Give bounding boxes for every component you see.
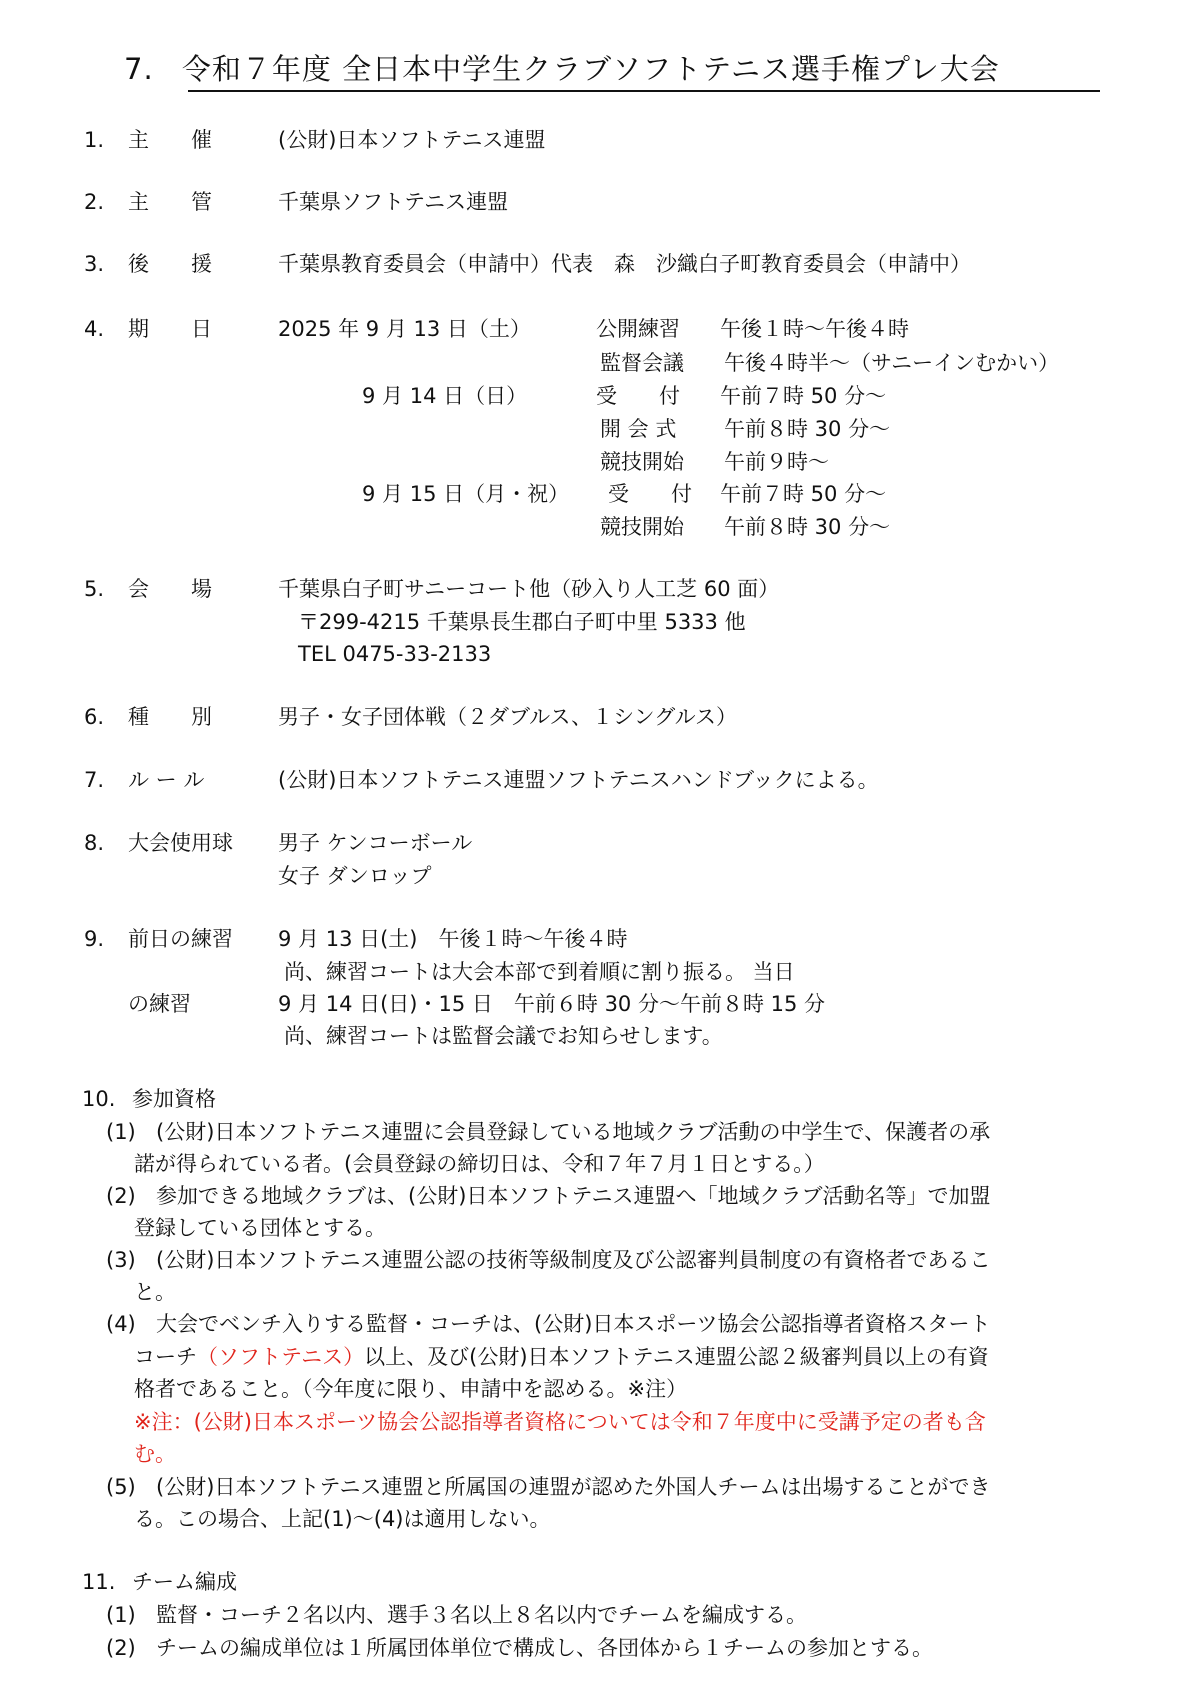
section-5-label: 会 場 [128, 577, 212, 601]
section-2-label: 主 管 [128, 190, 212, 214]
ball-boys: 男子 ケンコーボール [278, 831, 473, 855]
item-10-4-note-line-1: ※注：(公財)日本スポーツ協会公認指導者資格については令和７年度中に受講予定の者も含 [134, 1410, 986, 1434]
section-6-label: 種 別 [128, 705, 212, 729]
day2-event-1-label: 受 付 [596, 384, 680, 408]
item-11-2-text: チームの編成単位は１所属団体単位で構成し、各団体から１チームの参加とする。 [156, 1636, 933, 1660]
section-10-number: 10. [82, 1087, 116, 1111]
item-10-4-note-line-2: む。 [134, 1442, 176, 1466]
section-9-number: 9. [84, 927, 105, 951]
venue-phone: TEL 0475-33-2133 [298, 642, 492, 666]
section-3-value: 千葉県教育委員会（申請中）代表 森 沙織白子町教育委員会（申請中） [278, 252, 971, 276]
item-10-4-line-2 [134, 1343, 989, 1371]
section-8-label: 大会使用球 [128, 831, 233, 855]
section-11-number: 11. [82, 1570, 116, 1594]
section-9-label-2: の練習 [128, 992, 191, 1016]
section-1-number: 1. [84, 128, 105, 152]
item-10-1-line-1: (公財)日本ソフトテニス連盟に会員登録している地域クラブ活動の中学生で、保護者の承 [156, 1120, 991, 1144]
item-10-2-line-1: 参加できる地域クラブは、(公財)日本ソフトテニス連盟へ「地域クラブ活動名等」で加盟 [156, 1184, 991, 1208]
day2-event-2-time: 午前８時 30 分～ [724, 417, 891, 441]
venue-address: 〒299-4215 千葉県長生郡白子町中里 5333 他 [298, 610, 746, 634]
practice-same-note: 尚、練習コートは監督会議でお知らせします。 [284, 1024, 723, 1048]
item-10-4-line-2b: 以上、及び(公財)日本ソフトテニス連盟公認２級審判員以上の有資 [364, 1345, 989, 1369]
day2-event-1-time: 午前７時 50 分～ [720, 384, 887, 408]
day3-event-2-label: 競技開始 [600, 515, 684, 539]
section-2-value: 千葉県ソフトテニス連盟 [278, 190, 509, 214]
section-1-label: 主 催 [128, 128, 212, 152]
venue-name: 千葉県白子町サニーコート他（砂入り人工芝 60 面） [278, 577, 780, 601]
section-3-label: 後 援 [128, 252, 212, 276]
day3-event-2-time: 午前８時 30 分～ [724, 515, 891, 539]
day3-event-1-time: 午前７時 50 分～ [720, 482, 887, 506]
item-10-5-number: (5) [106, 1475, 136, 1499]
day1-event-1-time: 午後１時～午後４時 [720, 317, 909, 341]
day1-event-2-label: 監督会議 [600, 351, 684, 375]
section-11-label: チーム編成 [132, 1570, 237, 1594]
day2-event-3-time: 午前９時～ [724, 450, 829, 474]
date-day-1: 2025 年 9 月 13 日（土） [278, 317, 531, 341]
item-10-3-number: (3) [106, 1248, 136, 1272]
section-6-value: 男子・女子団体戦（２ダブルス、１シングルス） [278, 705, 737, 729]
practice-prev-day: 9 月 13 日(土) 午後１時～午後４時 [278, 927, 628, 951]
item-10-3-line-2: と。 [134, 1280, 176, 1304]
title-text: 令和７年度 全日本中学生クラブソフトテニス選手権プレ大会 [181, 52, 1000, 86]
item-10-5-line-2: る。この場合、上記(1)～(4)は適用しない。 [134, 1507, 551, 1531]
item-11-1-text: 監督・コーチ２名以内、選手３名以上８名以内でチームを編成する。 [156, 1603, 807, 1627]
section-4-number: 4. [84, 317, 105, 341]
practice-same-day: 9 月 14 日(日)・15 日 午前６時 30 分～午前８時 15 分 [278, 992, 826, 1016]
item-10-4-line-3: 格者であること。（今年度に限り、申請中を認める。※注） [134, 1377, 688, 1401]
section-6-number: 6. [84, 705, 105, 729]
item-10-2-line-2: 登録している団体とする。 [134, 1216, 386, 1240]
item-10-4-line-1: 大会でベンチ入りする監督・コーチは、(公財)日本スポーツ協会公認指導者資格スタート [156, 1312, 991, 1336]
day1-event-1-label: 公開練習 [596, 317, 680, 341]
section-4-label: 期 日 [128, 317, 212, 341]
section-7-value: (公財)日本ソフトテニス連盟ソフトテニスハンドブックによる。 [278, 768, 879, 792]
section-7-number: 7. [84, 768, 105, 792]
item-10-1-number: (1) [106, 1120, 136, 1144]
section-5-number: 5. [84, 577, 105, 601]
date-day-2: 9 月 14 日（日） [362, 384, 528, 408]
day3-event-1-label: 受 付 [608, 482, 692, 506]
title-number: 7. [124, 52, 154, 86]
ball-girls: 女子 ダンロップ [278, 864, 432, 888]
item-10-2-number: (2) [106, 1184, 136, 1208]
day2-event-2-label: 開 会 式 [600, 417, 677, 441]
item-10-1-line-2: 諾が得られている者。(会員登録の締切日は、令和７年７月１日とする。） [134, 1152, 825, 1176]
section-8-number: 8. [84, 831, 105, 855]
item-11-1-number: (1) [106, 1603, 136, 1627]
section-1-value: (公財)日本ソフトテニス連盟 [278, 128, 546, 152]
section-2-number: 2. [84, 190, 105, 214]
practice-prev-note: 尚、練習コートは大会本部で到着順に割り振る。 当日 [284, 960, 795, 984]
item-11-2-number: (2) [106, 1636, 136, 1660]
title-underline [188, 90, 1100, 92]
item-10-4-red-text: （ソフトテニス） [197, 1345, 365, 1369]
section-7-label: ル ー ル [128, 768, 205, 792]
day1-event-2-time: 午後４時半～（サニーインむかい） [724, 351, 1060, 375]
item-10-4-line-2a: コーチ [134, 1345, 197, 1369]
date-day-3: 9 月 15 日（月・祝） [362, 482, 570, 506]
item-10-3-line-1: (公財)日本ソフトテニス連盟公認の技術等級制度及び公認審判員制度の有資格者であるこ [156, 1248, 991, 1272]
section-10-label: 参加資格 [132, 1087, 216, 1111]
day2-event-3-label: 競技開始 [600, 450, 684, 474]
section-9-label: 前日の練習 [128, 927, 233, 951]
item-10-4-number: (4) [106, 1312, 136, 1336]
page-title [124, 50, 1000, 88]
item-10-5-line-1: (公財)日本ソフトテニス連盟と所属国の連盟が認めた外国人チームは出場することができ [156, 1475, 991, 1499]
section-3-number: 3. [84, 252, 105, 276]
